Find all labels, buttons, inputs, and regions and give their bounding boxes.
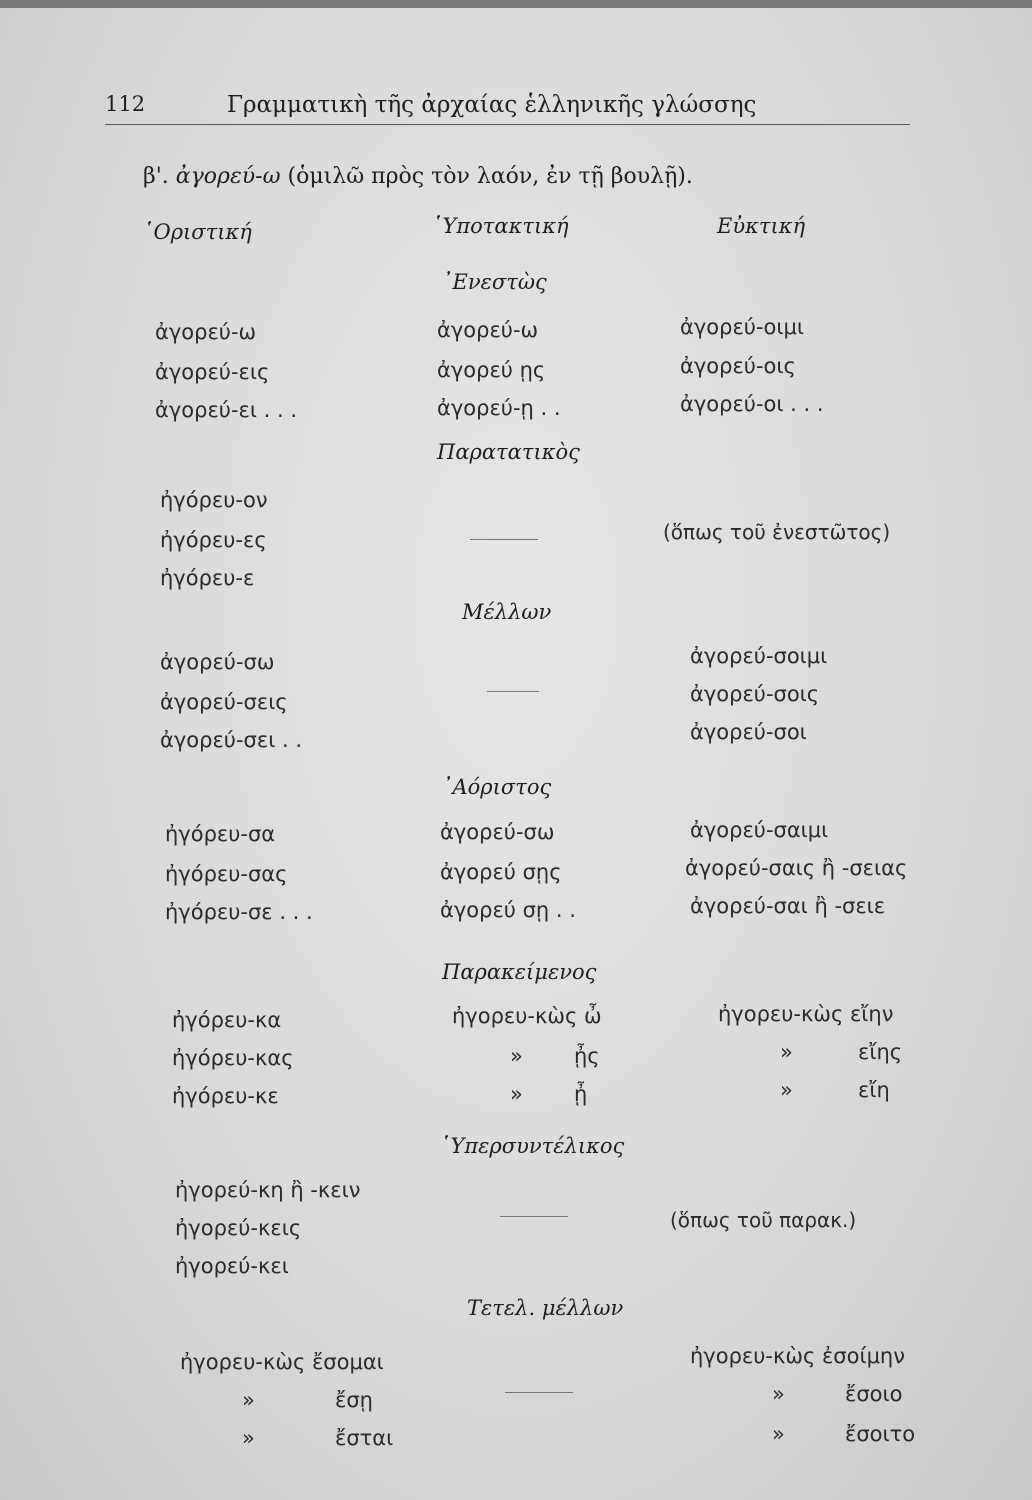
future-ind-2: ἀγορεύ-σεις xyxy=(160,690,288,714)
aorist-opt-2: ἀγορεύ-σαις ἢ -σειας xyxy=(685,856,908,880)
imperfect-ind-3: ἠγόρευ-ε xyxy=(160,566,255,590)
pluperfect-ind-3: ἠγορεύ-κει xyxy=(175,1254,289,1278)
future-opt-2: ἀγορεύ-σοις xyxy=(690,682,820,706)
perfect-subj-3: ᾖ xyxy=(574,1082,588,1106)
future-perfect-opt-ditto-2: » xyxy=(772,1382,785,1406)
column-header-indicative: ῾Οριστική xyxy=(143,220,252,244)
tense-perfect: Παρακείμενος xyxy=(442,960,597,984)
tense-pluperfect: ῾Υπερσυντέλικος xyxy=(440,1134,625,1158)
perfect-opt-3: εἴη xyxy=(858,1078,890,1102)
present-ind-3: ἀγορεύ-ει . . . xyxy=(155,398,298,422)
future-ind-3: ἀγορεύ-σει . . xyxy=(160,728,302,752)
perfect-ind-3: ἠγόρευ-κε xyxy=(172,1084,279,1108)
tense-present: ᾿Ενεστὼς xyxy=(442,270,547,294)
present-subj-1: ἀγορεύ-ω xyxy=(437,318,539,342)
tense-imperfect: Παρατατικὸς xyxy=(437,440,580,464)
present-ind-1: ἀγορεύ-ω xyxy=(155,320,257,344)
future-perfect-opt-3: ἔσοιτο xyxy=(845,1422,916,1446)
perfect-ind-1: ἠγόρευ-κα xyxy=(172,1008,282,1032)
imperfect-ind-1: ἠγόρευ-ον xyxy=(160,488,268,512)
future-perfect-ind-ditto-3: » xyxy=(242,1426,255,1450)
aorist-subj-2: ἀγορεύ σῃς xyxy=(440,860,562,884)
aorist-opt-1: ἀγορεύ-σαιμι xyxy=(690,818,829,842)
future-perfect-opt-2: ἔσοιο xyxy=(845,1382,903,1406)
verb-lemma: ἀγορεύ-ω xyxy=(175,164,281,189)
present-subj-2: ἀγορεύ ῃς xyxy=(437,358,546,382)
scan-top-edge xyxy=(0,0,1032,8)
present-opt-3: ἀγορεύ-οι . . . xyxy=(680,392,824,416)
future-opt-1: ἀγορεύ-σοιμι xyxy=(690,644,828,668)
future-subj-dash xyxy=(487,691,539,692)
pluperfect-ind-1: ἠγορεύ-κη ἢ -κειν xyxy=(175,1178,361,1202)
aorist-ind-2: ἠγόρευ-σας xyxy=(165,862,288,886)
column-header-subjunctive: ῾Υποτακτική xyxy=(432,214,569,238)
future-perfect-ind-ditto-2: » xyxy=(242,1388,255,1412)
pluperfect-ind-2: ἠγορεύ-κεις xyxy=(175,1216,302,1240)
perfect-opt-ditto-2: » xyxy=(780,1040,793,1064)
aorist-ind-1: ἠγόρευ-σα xyxy=(165,822,276,846)
aorist-ind-3: ἠγόρευ-σε . . . xyxy=(165,900,313,924)
perfect-subj-ditto-3: » xyxy=(510,1082,523,1106)
perfect-subj-2: ᾖς xyxy=(574,1044,600,1068)
page-header xyxy=(105,92,905,128)
page-number: 112 xyxy=(105,92,146,116)
section-subtitle xyxy=(143,164,693,189)
perfect-subj-1: ἠγορευ-κὼς ὦ xyxy=(452,1004,602,1028)
future-opt-3: ἀγορεύ-σοι xyxy=(690,720,807,744)
pluperfect-opt-note: (ὅπως τοῦ παρακ.) xyxy=(670,1208,857,1232)
imperfect-ind-2: ἠγόρευ-ες xyxy=(160,528,267,552)
perfect-opt-1: ἠγορευ-κὼς εἴην xyxy=(718,1002,894,1026)
tense-future-perfect: Τετελ. μέλλων xyxy=(467,1296,624,1320)
future-perfect-subj-dash xyxy=(505,1392,573,1393)
perfect-opt-2: εἴης xyxy=(858,1040,903,1064)
verb-gloss: (ὁμιλῶ πρὸς τὸν λαόν, ἐν τῇ βουλῇ). xyxy=(287,164,693,189)
future-perfect-opt-ditto-3: » xyxy=(772,1422,785,1446)
present-subj-3: ἀγορεύ-ῃ . . xyxy=(437,396,561,420)
present-ind-2: ἀγορεύ-εις xyxy=(155,360,270,384)
present-opt-2: ἀγορεύ-οις xyxy=(680,354,796,378)
perfect-opt-ditto-3: » xyxy=(780,1078,793,1102)
perfect-subj-ditto-2: » xyxy=(510,1044,523,1068)
perfect-ind-2: ἠγόρευ-κας xyxy=(172,1046,294,1070)
column-header-optative: Εὐκτική xyxy=(717,214,806,238)
aorist-subj-3: ἀγορεύ σῃ . . xyxy=(440,898,576,922)
present-opt-1: ἀγορεύ-οιμι xyxy=(680,315,804,339)
imperfect-opt-note: (ὅπως τοῦ ἐνεστῶτος) xyxy=(663,520,891,544)
pluperfect-subj-dash xyxy=(500,1216,568,1217)
future-perfect-opt-1: ἠγορευ-κὼς ἐσοίμην xyxy=(690,1344,905,1368)
running-title: Γραμματικὴ τῆς ἀρχαίας ἑλληνικῆς γλώσσης xyxy=(227,92,757,118)
imperfect-subj-dash xyxy=(470,539,538,540)
future-perfect-ind-3: ἔσται xyxy=(335,1426,394,1450)
future-perfect-ind-2: ἔσῃ xyxy=(335,1388,373,1412)
header-rule xyxy=(105,124,910,125)
aorist-subj-1: ἀγορεύ-σω xyxy=(440,820,555,844)
aorist-opt-3: ἀγορεύ-σαι ἢ -σειε xyxy=(690,894,886,918)
future-perfect-ind-1: ἠγορευ-κὼς ἔσομαι xyxy=(180,1350,384,1374)
section-label: β'. xyxy=(143,164,169,189)
future-ind-1: ἀγορεύ-σω xyxy=(160,650,275,674)
tense-future: Μέλλων xyxy=(462,600,552,624)
tense-aorist: ᾿Αόριστος xyxy=(442,775,552,799)
